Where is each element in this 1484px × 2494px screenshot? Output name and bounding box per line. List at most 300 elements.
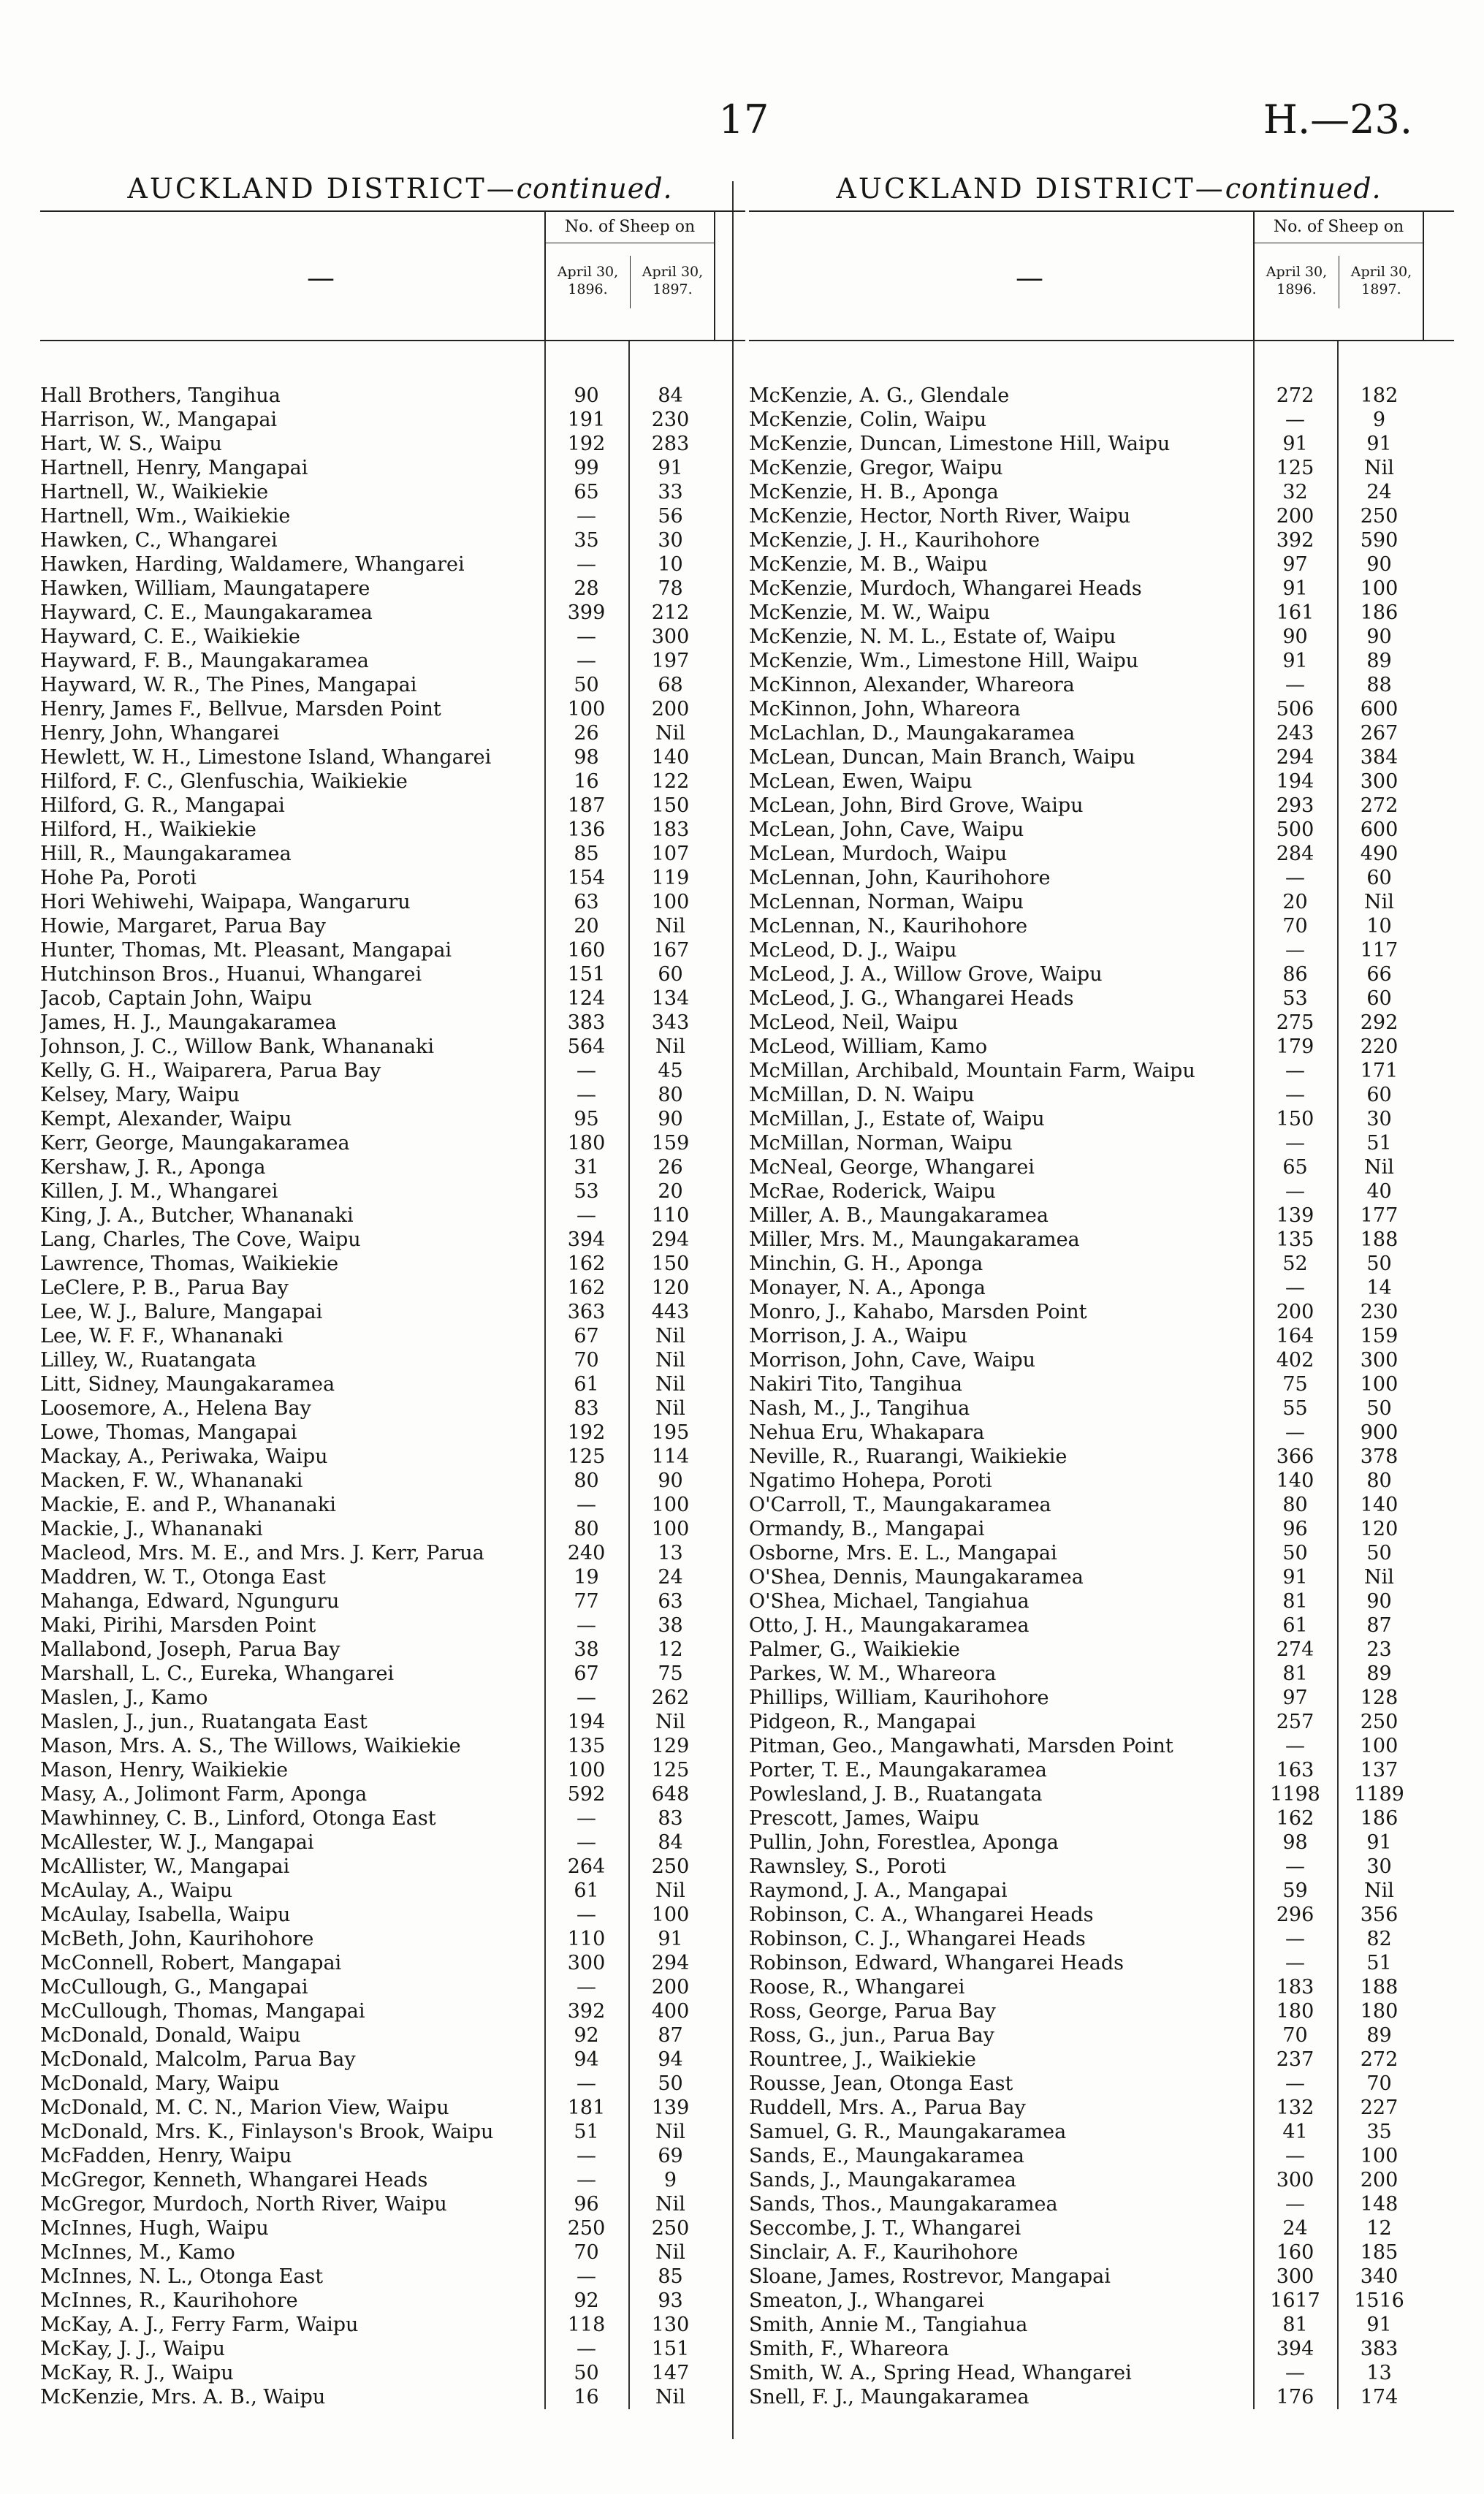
owner-name: Snell, F. J., Maungakaramea — [749, 2386, 1030, 2409]
owner-name: McGregor, Murdoch, North River, Waipu — [40, 2193, 447, 2216]
sheep-count-1896: 63 — [574, 891, 599, 913]
sheep-count-1896: 300 — [1276, 2169, 1314, 2191]
owner-name: Hayward, W. R., The Pines, Mangapai — [40, 674, 417, 696]
table-row — [749, 1541, 1454, 1565]
sheep-count-1896: 90 — [574, 384, 599, 407]
owner-name: Hutchinson Bros., Huanui, Whangarei — [40, 963, 422, 986]
sheep-count-1896: 81 — [1282, 1590, 1308, 1613]
owner-name: Johnson, J. C., Willow Bank, Whananaki — [40, 1035, 435, 1058]
table-row — [749, 1059, 1454, 1083]
owner-name: Palmer, G., Waikiekie — [749, 1638, 960, 1661]
sheep-count-1897: 13 — [658, 1542, 683, 1565]
table-row — [749, 1396, 1454, 1421]
table-row — [749, 1927, 1454, 1951]
sheep-count-1897: 10 — [1366, 915, 1392, 938]
sheep-count-1896: 85 — [574, 843, 599, 865]
sheep-count-1897: 84 — [658, 1831, 683, 1854]
table-row — [40, 890, 745, 914]
sheep-count-1897: 89 — [1366, 1662, 1392, 1685]
right-column — [749, 167, 1454, 2409]
sheep-count-1897: 10 — [658, 553, 683, 576]
owner-name: Smith, W. A., Spring Head, Whangarei — [749, 2362, 1132, 2384]
sheep-count-1897: 90 — [1366, 626, 1392, 648]
sheep-count-1896: 53 — [574, 1180, 599, 1203]
table-row — [40, 697, 745, 721]
sheep-count-1897: 150 — [651, 794, 690, 817]
sheep-count-1897: 83 — [658, 1807, 683, 1830]
sheep-count-1897: 300 — [651, 626, 690, 648]
table-row — [40, 2313, 745, 2337]
sheep-count-1896: 160 — [1276, 2241, 1314, 2264]
sheep-count-1896: — — [577, 2169, 596, 2191]
owner-name: McKenzie, Gregor, Waipu — [749, 457, 1003, 479]
sheep-count-1896: 96 — [574, 2193, 599, 2216]
owner-name: McKinnon, John, Whareora — [749, 698, 1021, 721]
sheep-count-1897: 110 — [651, 1204, 690, 1227]
sheep-count-1896: — — [577, 1204, 596, 1227]
sheep-count-1896: 187 — [567, 794, 606, 817]
sheep-count-1897: 60 — [658, 963, 683, 986]
left-col1-header: April 30, 1896. — [557, 264, 619, 297]
sheep-count-1896: 136 — [567, 818, 606, 841]
sheep-count-1897: 1516 — [1354, 2289, 1404, 2312]
sheep-count-1896: 194 — [567, 1711, 606, 1733]
sheep-count-1897: 100 — [1360, 577, 1399, 600]
table-row — [40, 2144, 745, 2168]
sheep-count-1896: — — [577, 2265, 596, 2288]
sheep-count-1896: 275 — [1276, 1011, 1314, 1034]
sheep-count-1896: 16 — [574, 2386, 599, 2409]
table-row — [749, 769, 1454, 794]
owner-name: Rawnsley, S., Poroti — [749, 1855, 947, 1878]
sheep-count-1897: 78 — [658, 577, 683, 600]
owner-name: McRae, Roderick, Waipu — [749, 1180, 996, 1203]
owner-name: McKenzie, Murdoch, Whangarei Heads — [749, 577, 1142, 600]
table-row — [40, 504, 745, 528]
sheep-count-1897: 212 — [651, 601, 690, 624]
sheep-count-1897: 100 — [1360, 2145, 1399, 2167]
sheep-count-1896: — — [577, 1060, 596, 1082]
sheep-count-1896: 94 — [574, 2048, 599, 2071]
sheep-count-1897: 195 — [651, 1421, 690, 1444]
owner-name: O'Shea, Dennis, Maungakaramea — [749, 1566, 1084, 1589]
right-table-body — [749, 341, 1454, 2409]
sheep-count-1896: 24 — [1282, 2217, 1308, 2240]
table-row — [40, 1927, 745, 1951]
sheep-count-1896: 180 — [567, 1132, 606, 1155]
owner-name: Maslen, J., jun., Ruatangata East — [40, 1711, 368, 1733]
table-row — [40, 432, 745, 456]
table-row — [40, 2048, 745, 2072]
sheep-count-1896: 81 — [1282, 1662, 1308, 1685]
table-row — [749, 1421, 1454, 1445]
table-row — [749, 2337, 1454, 2361]
sheep-count-1896: 75 — [1282, 1373, 1308, 1396]
table-row — [40, 1951, 745, 1975]
table-row — [749, 2240, 1454, 2265]
table-row — [40, 2385, 745, 2409]
sheep-count-1897: 88 — [1366, 674, 1392, 696]
table-row — [749, 1565, 1454, 1589]
sheep-count-1897: 24 — [658, 1566, 683, 1589]
table-row — [749, 1252, 1454, 1276]
table-row — [40, 1348, 745, 1372]
sheep-count-1896: 162 — [567, 1277, 606, 1299]
sheep-count-1897: Nil — [655, 722, 685, 745]
owner-name: McDonald, Malcolm, Parua Bay — [40, 2048, 356, 2071]
sheep-count-1897: 50 — [1366, 1542, 1392, 1565]
table-row — [40, 1083, 745, 1107]
sheep-count-1896: 96 — [1282, 1518, 1308, 1540]
sheep-count-1897: 117 — [1360, 939, 1399, 962]
owner-name: McLeod, Neil, Waipu — [749, 1011, 959, 1034]
sheep-count-1896: — — [1285, 1132, 1305, 1155]
right-col1-header: April 30, 1896. — [1266, 264, 1328, 297]
sheep-count-1897: 91 — [1366, 433, 1392, 455]
left-table-body — [40, 341, 745, 2409]
sheep-count-1897: 90 — [658, 1470, 683, 1492]
sheep-count-1896: 20 — [1282, 891, 1308, 913]
owner-name: McAulay, A., Waipu — [40, 1879, 233, 1902]
owner-name: McKay, R. J., Waipu — [40, 2362, 234, 2384]
table-row — [40, 625, 745, 649]
sheep-count-1897: Nil — [655, 2121, 685, 2143]
sheep-count-1896: 399 — [567, 601, 606, 624]
owner-name: McKinnon, Alexander, Whareora — [749, 674, 1075, 696]
table-row — [749, 408, 1454, 432]
sheep-count-1896: — — [1285, 2362, 1305, 2384]
sheep-count-1897: 80 — [658, 1084, 683, 1106]
table-row — [40, 1855, 745, 1879]
table-row — [749, 1782, 1454, 1806]
owner-name: Maki, Pirihi, Marsden Point — [40, 1614, 316, 1637]
table-row — [749, 745, 1454, 769]
table-row — [749, 1686, 1454, 1710]
owner-name: Lee, W. F. F., Whananaki — [40, 1325, 284, 1347]
sheep-count-1896: — — [577, 650, 596, 672]
sheep-count-1896: 392 — [1276, 529, 1314, 552]
sheep-count-1897: 125 — [651, 1759, 690, 1782]
owner-name: McAllester, W. J., Mangapai — [40, 1831, 314, 1854]
owner-name: Hartnell, W., Waikiekie — [40, 481, 269, 503]
owner-name: McConnell, Robert, Mangapai — [40, 1952, 342, 1974]
sheep-count-1896: 125 — [567, 1445, 606, 1468]
sheep-count-1896: 392 — [567, 2000, 606, 2023]
sheep-count-1897: Nil — [655, 1373, 685, 1396]
sheep-count-1896: 70 — [574, 1349, 599, 1372]
sheep-count-1896: 80 — [1282, 1494, 1308, 1516]
table-row — [40, 2265, 745, 2289]
table-row — [40, 1155, 745, 1179]
table-row — [40, 2192, 745, 2216]
owner-name: Mahanga, Edward, Ngunguru — [40, 1590, 340, 1613]
owner-name: Sands, Thos., Maungakaramea — [749, 2193, 1058, 2216]
sheep-count-1896: 53 — [1282, 987, 1308, 1010]
sheep-count-1897: 100 — [651, 1518, 690, 1540]
sheep-count-1896: 110 — [567, 1928, 606, 1950]
sheep-count-1897: 90 — [1366, 553, 1392, 576]
owner-name: Pitman, Geo., Mangawhati, Marsden Point — [749, 1735, 1173, 1757]
sheep-count-1896: 180 — [1276, 2000, 1314, 2023]
table-row — [749, 2048, 1454, 2072]
sheep-count-1896: 124 — [567, 987, 606, 1010]
table-row — [749, 528, 1454, 552]
table-row — [40, 745, 745, 769]
sheep-count-1896: — — [1285, 1952, 1305, 1974]
sheep-count-1896: — — [577, 1614, 596, 1637]
table-row — [40, 1011, 745, 1035]
sheep-count-1896: 100 — [567, 1759, 606, 1782]
table-row — [749, 384, 1454, 408]
sheep-count-1897: 9 — [663, 2169, 677, 2191]
owner-name: Nash, M., J., Tangihua — [749, 1397, 970, 1420]
sheep-count-1896: 61 — [574, 1879, 599, 1902]
sheep-count-1897: 171 — [1360, 1060, 1399, 1082]
sheep-count-1897: Nil — [655, 1397, 685, 1420]
table-row — [40, 1686, 745, 1710]
sheep-count-1897: 94 — [658, 2048, 683, 2071]
sheep-count-1896: 55 — [1282, 1397, 1308, 1420]
sheep-count-1897: 100 — [1360, 1735, 1399, 1757]
owner-name: Ruddell, Mrs. A., Parua Bay — [749, 2096, 1026, 2119]
sheep-count-1896: 38 — [574, 1638, 599, 1661]
sheep-count-1896: 257 — [1276, 1711, 1314, 1733]
sheep-count-1897: 186 — [1360, 1807, 1399, 1830]
table-row — [749, 2265, 1454, 2289]
sheep-count-1897: 91 — [658, 457, 683, 479]
table-row — [40, 818, 745, 842]
owner-name: McLean, Ewen, Waipu — [749, 770, 973, 793]
sheep-count-1896: 50 — [1282, 1542, 1308, 1565]
sheep-count-1897: 227 — [1360, 2096, 1399, 2119]
sheep-count-1897: 250 — [651, 2217, 690, 2240]
owner-name: McMillan, Archibald, Mountain Farm, Waipu — [749, 1060, 1195, 1082]
owner-name: McDonald, Donald, Waipu — [40, 2024, 301, 2047]
sheep-count-1897: 137 — [1360, 1759, 1399, 1782]
table-row — [749, 1011, 1454, 1035]
table-row — [40, 384, 745, 408]
sheep-count-1896: 366 — [1276, 1445, 1314, 1468]
owner-name: McKenzie, M. B., Waipu — [749, 553, 988, 576]
sheep-count-1897: 122 — [651, 770, 690, 793]
sheep-count-1896: 91 — [1282, 1566, 1308, 1589]
sheep-count-1897: 120 — [1360, 1518, 1399, 1540]
sheep-count-1897: 300 — [1360, 1349, 1399, 1372]
sheep-count-1896: — — [1285, 1180, 1305, 1203]
table-row — [40, 1662, 745, 1686]
sheep-count-1896: 81 — [1282, 2314, 1308, 2336]
sheep-count-1897: 40 — [1366, 1180, 1392, 1203]
table-row — [749, 938, 1454, 962]
table-row — [749, 1300, 1454, 1324]
owner-name: Hawken, C., Whangarei — [40, 529, 278, 552]
sheep-count-1896: 28 — [574, 577, 599, 600]
table-row — [40, 2361, 745, 2385]
table-row — [40, 1589, 745, 1613]
table-row — [40, 1903, 745, 1927]
sheep-count-1897: 23 — [1366, 1638, 1392, 1661]
sheep-count-1897: 151 — [651, 2338, 690, 2360]
owner-name: McLeod, William, Kamo — [749, 1035, 988, 1058]
sheep-count-1896: 61 — [574, 1373, 599, 1396]
table-row — [40, 1445, 745, 1469]
owner-name: McDonald, Mrs. K., Finlayson's Brook, Waipu — [40, 2121, 494, 2143]
sheep-count-1896: 65 — [574, 481, 599, 503]
sheep-count-1897: 283 — [651, 433, 690, 455]
sheep-count-1897: 89 — [1366, 650, 1392, 672]
owner-name: McGregor, Kenneth, Whangarei Heads — [40, 2169, 428, 2191]
sheep-count-1897: 197 — [651, 650, 690, 672]
owner-name: Marshall, L. C., Eureka, Whangarei — [40, 1662, 395, 1685]
owner-name: O'Carroll, T., Maungakaramea — [749, 1494, 1051, 1516]
owner-name: Maslen, J., Kamo — [40, 1687, 208, 1709]
table-row — [40, 769, 745, 794]
table-row — [749, 1758, 1454, 1782]
sheep-count-1896: 132 — [1276, 2096, 1314, 2119]
table-row — [40, 794, 745, 818]
sheep-count-1896: — — [577, 505, 596, 528]
table-row — [749, 1035, 1454, 1059]
sheep-count-1897: 91 — [1366, 2314, 1392, 2336]
sheep-count-1896: — — [577, 1494, 596, 1516]
sheep-count-1897: 85 — [658, 2265, 683, 2288]
sheep-count-1897: Nil — [1364, 1879, 1394, 1902]
owner-name: Lawrence, Thomas, Waikiekie — [40, 1252, 339, 1275]
owner-name: Powlesland, J. B., Ruatangata — [749, 1783, 1043, 1806]
sheep-count-1896: — — [1285, 2193, 1305, 2216]
owner-name: McLennan, N., Kaurihohore — [749, 915, 1028, 938]
table-row — [40, 986, 745, 1011]
table-row — [40, 2072, 745, 2096]
sheep-count-1897: 107 — [651, 843, 690, 865]
table-row — [40, 1059, 745, 1083]
sheep-count-1896: — — [577, 2338, 596, 2360]
table-row — [40, 601, 745, 625]
table-row — [749, 1083, 1454, 1107]
sheep-count-1896: 284 — [1276, 843, 1314, 865]
sheep-count-1897: 139 — [651, 2096, 690, 2119]
table-row — [749, 577, 1454, 601]
sheep-count-1896: — — [577, 1687, 596, 1709]
sheep-count-1897: 356 — [1360, 1904, 1399, 1926]
sheep-count-1896: 135 — [1276, 1228, 1314, 1251]
owner-name: McLean, John, Cave, Waipu — [749, 818, 1024, 841]
owner-name: McInnes, Hugh, Waipu — [40, 2217, 269, 2240]
owner-name: O'Shea, Michael, Tangiahua — [749, 1590, 1030, 1613]
sheep-count-1897: 140 — [651, 746, 690, 769]
table-row — [749, 1999, 1454, 2023]
owner-name: McNeal, George, Whangarei — [749, 1156, 1035, 1179]
left-name-header: — — [307, 262, 335, 294]
table-row — [749, 456, 1454, 480]
table-row — [40, 1421, 745, 1445]
sheep-count-1896: — — [1285, 1277, 1305, 1299]
sheep-count-1896: 140 — [1276, 1470, 1314, 1492]
sheep-count-1896: 67 — [574, 1662, 599, 1685]
sheep-count-1897: 38 — [658, 1614, 683, 1637]
owner-name: Hilford, F. C., Glenfuschia, Waikiekie — [40, 770, 408, 793]
sheep-count-1896: 272 — [1276, 384, 1314, 407]
owner-name: McFadden, Henry, Waipu — [40, 2145, 292, 2167]
table-row — [749, 1179, 1454, 1204]
sheep-count-1896: 192 — [567, 1421, 606, 1444]
sheep-count-1896: 20 — [574, 915, 599, 938]
owner-name: McDonald, M. C. N., Marion View, Waipu — [40, 2096, 449, 2119]
sheep-count-1897: 12 — [658, 1638, 683, 1661]
owner-name: Morrison, John, Cave, Waipu — [749, 1349, 1036, 1372]
table-row — [749, 1951, 1454, 1975]
sheep-count-1896: 383 — [567, 1011, 606, 1034]
sheep-count-1896: 394 — [567, 1228, 606, 1251]
sheep-count-1897: 100 — [651, 1494, 690, 1516]
sheep-count-1896: 592 — [567, 1783, 606, 1806]
sheep-count-1897: 119 — [651, 867, 690, 889]
table-row — [749, 1662, 1454, 1686]
owner-name: Hohe Pa, Poroti — [40, 867, 197, 889]
table-row — [40, 1324, 745, 1348]
sheep-count-1896: 26 — [574, 722, 599, 745]
owner-name: Minchin, G. H., Aponga — [749, 1252, 983, 1275]
sheep-count-1896: 164 — [1276, 1325, 1314, 1347]
sheep-count-1896: 70 — [1282, 2024, 1308, 2047]
sheep-count-1897: 186 — [1360, 601, 1399, 624]
sheep-count-1897: Nil — [655, 1711, 685, 1733]
sheep-count-1897: 128 — [1360, 1687, 1399, 1709]
sheep-count-1896: 160 — [567, 939, 606, 962]
owner-name: Monayer, N. A., Aponga — [749, 1277, 986, 1299]
sheep-count-1896: 150 — [1276, 1108, 1314, 1130]
sheep-count-1897: 93 — [658, 2289, 683, 2312]
table-row — [749, 1276, 1454, 1300]
sheep-count-1897: 220 — [1360, 1035, 1399, 1058]
sheep-count-1896: 237 — [1276, 2048, 1314, 2071]
owner-name: Hall Brothers, Tangihua — [40, 384, 281, 407]
sheep-count-1897: 1189 — [1354, 1783, 1404, 1806]
owner-name: Hunter, Thomas, Mt. Pleasant, Mangapai — [40, 939, 452, 962]
sheep-count-1896: 80 — [574, 1518, 599, 1540]
sheep-count-1896: 92 — [574, 2024, 599, 2047]
sheep-count-1897: Nil — [655, 915, 685, 938]
owner-name: McLean, John, Bird Grove, Waipu — [749, 794, 1084, 817]
owner-name: Roose, R., Whangarei — [749, 1976, 965, 1999]
owner-name: McLachlan, D., Maungakaramea — [749, 722, 1076, 745]
owner-name: McDonald, Mary, Waipu — [40, 2072, 280, 2095]
table-row — [40, 2096, 745, 2120]
owner-name: McKenzie, A. G., Glendale — [749, 384, 1010, 407]
sheep-count-1897: 9 — [1372, 408, 1386, 431]
sheep-count-1897: 50 — [658, 2072, 683, 2095]
sheep-count-1896: 95 — [574, 1108, 599, 1130]
owner-name: McLeod, J. A., Willow Grove, Waipu — [749, 963, 1103, 986]
table-row — [40, 1493, 745, 1517]
table-row — [749, 986, 1454, 1011]
sheep-count-1897: Nil — [1364, 1566, 1394, 1589]
sheep-count-1896: 243 — [1276, 722, 1314, 745]
owner-name: Macleod, Mrs. M. E., and Mrs. J. Kerr, Parua — [40, 1542, 484, 1565]
table-row — [40, 2120, 745, 2144]
sheep-count-1897: 56 — [658, 505, 683, 528]
sheep-count-1897: 182 — [1360, 384, 1399, 407]
table-row — [749, 962, 1454, 986]
owner-name: Robinson, C. J., Whangarei Heads — [749, 1928, 1086, 1950]
table-row — [40, 528, 745, 552]
table-row — [749, 504, 1454, 528]
sheep-count-1896: 183 — [1276, 1976, 1314, 1999]
sheep-count-1897: 180 — [1360, 2000, 1399, 2023]
sheep-count-1896: 16 — [574, 770, 599, 793]
owner-name: Lowe, Thomas, Mangapai — [40, 1421, 297, 1444]
owner-name: Mackie, E. and P., Whananaki — [40, 1494, 336, 1516]
